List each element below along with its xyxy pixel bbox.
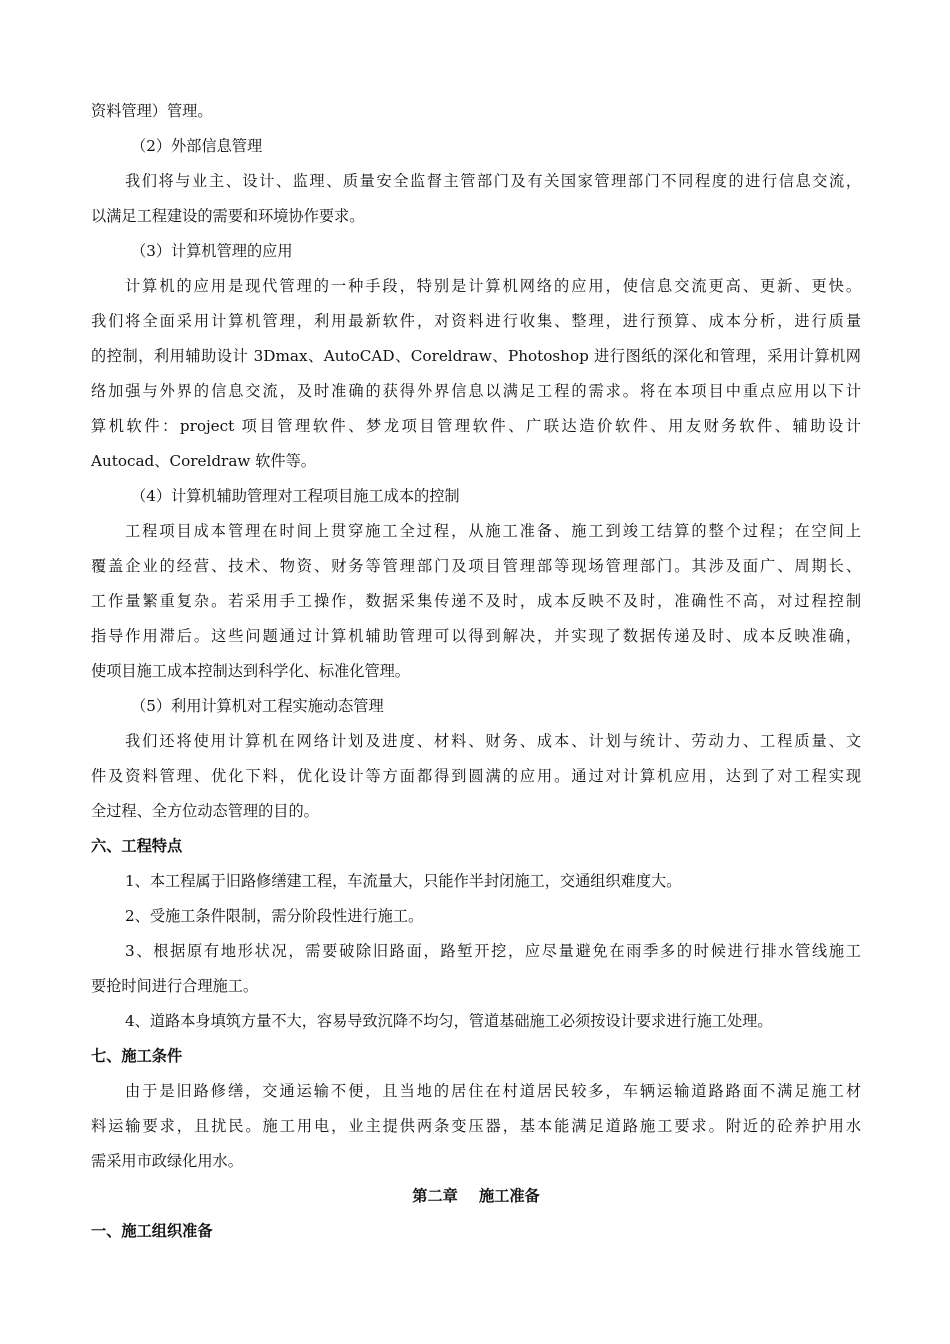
subsection-title: （4）计算机辅助管理对工程项目施工成本的控制 xyxy=(131,487,460,505)
body-line: 工作量繁重复杂。若采用手工操作，数据采集传递不及时，成本反映不及时，准确性不高，对过程控制 xyxy=(91,592,861,610)
body-line: 件及资料管理、优化下料，优化设计等方面都得到圆满的应用。通过对计算机应用，达到了对工程实现 xyxy=(91,767,861,785)
body-line: 需采用市政绿化用水。 xyxy=(91,1152,243,1170)
section-heading: 七、施工条件 xyxy=(91,1047,183,1065)
section-heading: 一、施工组织准备 xyxy=(91,1222,213,1240)
body-line: 我们将全面采用计算机管理，利用最新软件，对资料进行收集、整理，进行预算、成本分析，进行质量 xyxy=(91,312,861,330)
subsection-title: （5）利用计算机对工程实施动态管理 xyxy=(131,697,384,715)
body-line: 工程项目成本管理在时间上贯穿施工全过程，从施工准备、施工到竣工结算的整个过程；在空间上 xyxy=(125,522,861,540)
section-heading: 六、工程特点 xyxy=(91,837,183,855)
body-line: 要抢时间进行合理施工。 xyxy=(91,977,259,995)
chapter-title: 第二章 施工准备 xyxy=(412,1187,540,1205)
body-line: 算机软件：project 项目管理软件、梦龙项目管理软件、广联达造价软件、用友财务软件、辅助设计 xyxy=(91,417,861,435)
body-line: 由于是旧路修缮，交通运输不便，且当地的居住在村道居民较多，车辆运输道路路面不满足施工材 xyxy=(125,1082,861,1100)
body-line: 资料管理）管理。 xyxy=(91,102,213,120)
list-item: 1、本工程属于旧路修缮建工程，车流量大，只能作半封闭施工，交通组织难度大。 xyxy=(125,872,682,890)
document-body xyxy=(91,94,861,1249)
list-item: 2、受施工条件限制，需分阶段性进行施工。 xyxy=(125,907,424,925)
body-line: 料运输要求，且扰民。施工用电，业主提供两条变压器，基本能满足道路施工要求。附近的砼养护用水 xyxy=(91,1117,861,1135)
list-item: 4、道路本身填筑方量不大，容易导致沉降不均匀，管道基础施工必须按设计要求进行施工处理。 xyxy=(125,1012,773,1030)
body-line: 以满足工程建设的需要和环境协作要求。 xyxy=(91,207,365,225)
body-line: 使项目施工成本控制达到科学化、标准化管理。 xyxy=(91,662,410,680)
subsection-title: （2）外部信息管理 xyxy=(131,137,263,155)
body-line: 我们将与业主、设计、监理、质量安全监督主管部门及有关国家管理部门不同程度的进行信息交流， xyxy=(125,172,861,190)
body-line: 覆盖企业的经营、技术、物资、财务等管理部门及项目管理部等现场管理部门。其涉及面广、周期长、 xyxy=(91,557,861,575)
subsection-title: （3）计算机管理的应用 xyxy=(131,242,293,260)
list-item: 3、根据原有地形状况，需要破除旧路面，路堑开挖，应尽量避免在雨季多的时候进行排水管线施工 xyxy=(125,942,861,960)
body-line: 的控制，利用辅助设计 3Dmax、AutoCAD、Coreldraw、Photoshop 进行图纸的深化和管理，采用计算机网 xyxy=(91,347,861,365)
body-line: Autocad、Coreldraw 软件等。 xyxy=(91,452,316,470)
body-line: 我们还将使用计算机在网络计划及进度、材料、财务、成本、计划与统计、劳动力、工程质量、文 xyxy=(125,732,861,750)
body-line: 计算机的应用是现代管理的一种手段，特别是计算机网络的应用，使信息交流更高、更新、更快。 xyxy=(125,277,861,295)
body-line: 络加强与外界的信息交流，及时准确的获得外界信息以满足工程的需求。将在本项目中重点应用以下计 xyxy=(91,382,861,400)
body-line: 全过程、全方位动态管理的目的。 xyxy=(91,802,319,820)
body-line: 指导作用滞后。这些问题通过计算机辅助管理可以得到解决，并实现了数据传递及时、成本反映准确， xyxy=(91,627,861,645)
